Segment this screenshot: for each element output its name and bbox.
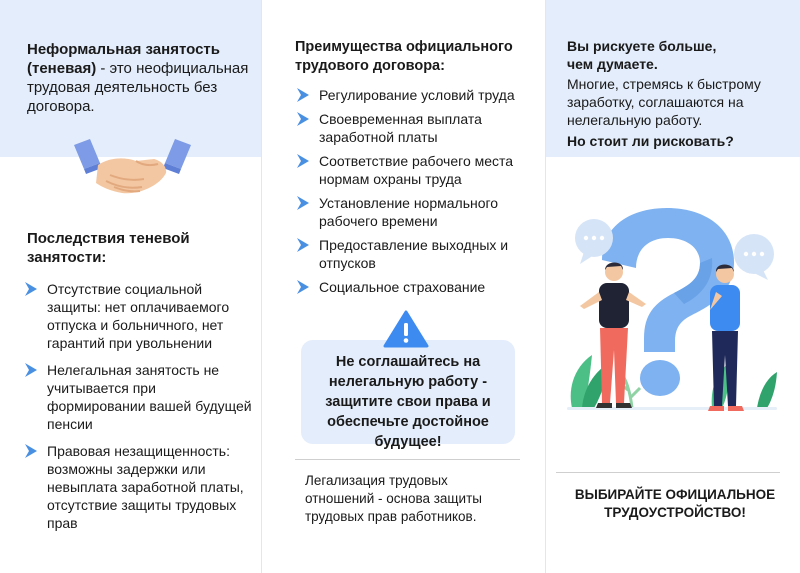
list-item-text: Соответствие рабочего места нормам охраны труда bbox=[319, 153, 514, 187]
list-item bbox=[295, 194, 520, 230]
risk-text: Многие, стремясь к быстрому заработку, соглашаются на нелегальную работу. bbox=[567, 76, 761, 128]
cta-divider bbox=[556, 472, 780, 473]
list-item bbox=[295, 86, 520, 104]
list-item bbox=[295, 152, 520, 188]
list-item-text: Установление нормального рабочего времени bbox=[319, 195, 499, 229]
list-item-text: Социальное страхование bbox=[319, 279, 486, 295]
cta-text: ВЫБИРАЙТЕ ОФИЦИАЛЬНОЕ ТРУДОУСТРОЙСТВО! bbox=[574, 487, 776, 520]
risk-question: Но стоит ли рисковать? bbox=[567, 133, 734, 149]
chevron-right-icon bbox=[23, 443, 39, 459]
chevron-right-icon bbox=[295, 87, 311, 103]
list-item-text: Регулирование условий труда bbox=[319, 87, 515, 103]
consequences-list bbox=[23, 280, 255, 532]
list-item bbox=[295, 278, 520, 296]
handshake-icon bbox=[70, 135, 195, 200]
consequences-title: Последствия теневой занятости: bbox=[27, 230, 190, 266]
list-item-text: Отсутствие социальной защиты: нет оплачиваемого отпуска и больничного, нет гарантий при увольнении bbox=[47, 281, 230, 351]
list-item bbox=[23, 442, 255, 532]
list-item bbox=[23, 361, 255, 433]
intro-text bbox=[27, 40, 252, 116]
chevron-right-icon bbox=[23, 362, 39, 378]
risk-heading: Вы рискуете больше, чем думаете. bbox=[567, 38, 717, 72]
chevron-right-icon bbox=[295, 153, 311, 169]
benefits-list bbox=[295, 86, 520, 296]
list-item bbox=[295, 110, 520, 146]
list-item-text: Нелегальная занятость не учитывается при формировании вашей будущей пенсии bbox=[47, 362, 252, 432]
list-item-text: Правовая незащищенность: возможны задержки или невыплата заработной платы, отсутствие защиты трудовых прав bbox=[47, 443, 244, 531]
footer-divider bbox=[295, 459, 520, 460]
warning-callout bbox=[301, 340, 515, 450]
chevron-right-icon bbox=[23, 281, 39, 297]
list-item bbox=[295, 236, 520, 272]
chevron-right-icon bbox=[295, 111, 311, 127]
benefits-title: Преимущества официального трудового договора: bbox=[295, 39, 513, 74]
warning-icon bbox=[383, 310, 429, 348]
chevron-right-icon bbox=[295, 279, 311, 295]
column-divider-1 bbox=[261, 0, 262, 573]
intro-definition: - это неофициальная трудовая деятельность без договора. bbox=[27, 60, 249, 115]
chevron-right-icon bbox=[295, 195, 311, 211]
list-item-text: Предоставление выходных и отпусков bbox=[319, 237, 509, 271]
question-mark-people-icon bbox=[562, 200, 784, 415]
chevron-right-icon bbox=[295, 237, 311, 253]
callout-text: Не соглашайтесь на нелегальную работу - защитите свои права и обеспечьте достойное будущее! bbox=[325, 354, 491, 450]
list-item-text: Своевременная выплата заработной платы bbox=[319, 111, 482, 145]
list-item bbox=[23, 280, 255, 352]
legalization-note: Легализация трудовых отношений - основа защиты трудовых прав работников. bbox=[305, 473, 482, 524]
intro-term: Неформальная занятость (теневая) bbox=[27, 41, 220, 77]
